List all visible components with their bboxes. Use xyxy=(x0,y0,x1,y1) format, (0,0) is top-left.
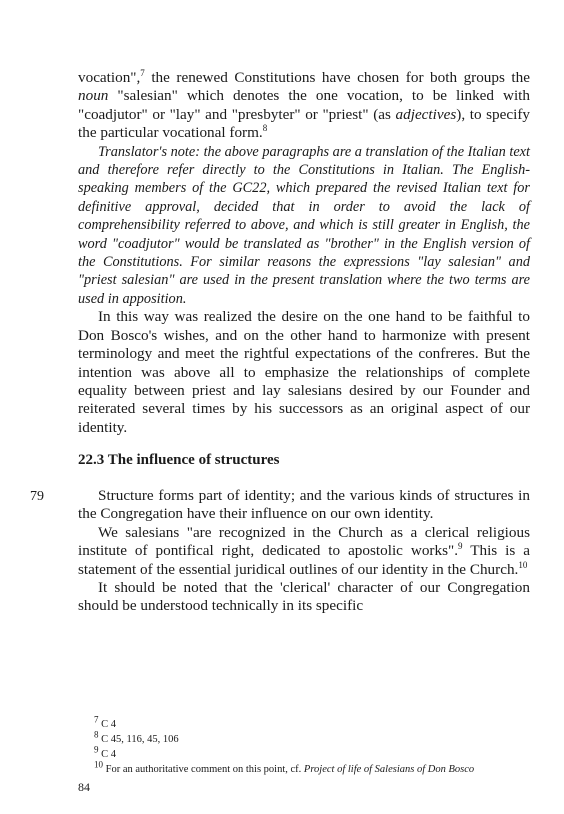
paragraph-realized-desire: In this way was realized the desire on the one hand to be faithful to Don Bosco's wishes, and on the other hand to harmonize with present terminology and meet the rightful expectations of the confreres. But the intention was above all to emphasize the relationships of complete equality between priest and lay salesians desired by our Founder and reiterated several times by his successors as an original aspect of our identity. xyxy=(78,308,530,436)
page-number: 84 xyxy=(78,780,90,794)
margin-number: 79 xyxy=(30,489,44,504)
paragraph-clerical: It should be noted that the 'clerical' character of our Congregation should be understood technically in its specific xyxy=(78,579,530,615)
footnote: $^7$ C 4 xyxy=(94,714,117,730)
section-heading: 22.3 The influence of structures xyxy=(78,452,280,468)
footnote-ref-8: 8 xyxy=(262,123,268,134)
emphasis-adjectives: adjectives xyxy=(395,105,457,123)
footnotes xyxy=(94,714,475,777)
footnote-ref-7: 7 xyxy=(140,67,145,78)
footnote: $^8$ C 45, 116, 45, 106 xyxy=(94,729,179,745)
body-text-bottom xyxy=(78,487,530,616)
emphasis-noun: noun xyxy=(78,87,109,105)
paragraph-structure: Structure forms part of identity; and the various kinds of structures in the Congregation have their influence on our own identity. xyxy=(78,487,530,523)
paragraph-salesians: We salesians "are recognized in the Church as a clerical religious institute of pontifical right, dedicated to apostolic works".$^9$ This is a statement of the essential juridical outlines of our identity in the Church.$^{10}$ xyxy=(78,523,530,578)
paragraph-vocation: vocation",$^7$ the renewed Constitutions have chosen for both groups the noun "salesian" which denotes the one vocation, to be linked with "coadjutor" or "lay" and "presbyter" or "priest" (as adjectives), to specify the particular vocational form.$^8$ xyxy=(78,67,530,142)
body-text-top xyxy=(78,69,530,437)
footnote: $^9$ C 4 xyxy=(94,744,117,760)
footnote: $^{10}$ For an authoritative comment on this point, cf. Project of life of Salesians of Don Bosco xyxy=(94,759,475,775)
translator-note: Translator's note: the above paragraphs are a translation of the Italian text and therefore refer directly to the Constitutions in Italian. The English-speaking members of the GC22, which prepared the revised Italian text for definitive approval, decided that in order to avoid the lack of comprehensibility referred to above, and which is still greater in English, the word "coadjutor" would be translated as "brother" in the English version of the Constitutions. For similar reasons the expressions "lay salesian" and "priest salesian" are used in the present translation where the two terms are used in apposition. xyxy=(78,143,530,307)
footnote-ref-10: 10 xyxy=(518,559,528,570)
footnote-ref-9: 9 xyxy=(458,541,463,552)
